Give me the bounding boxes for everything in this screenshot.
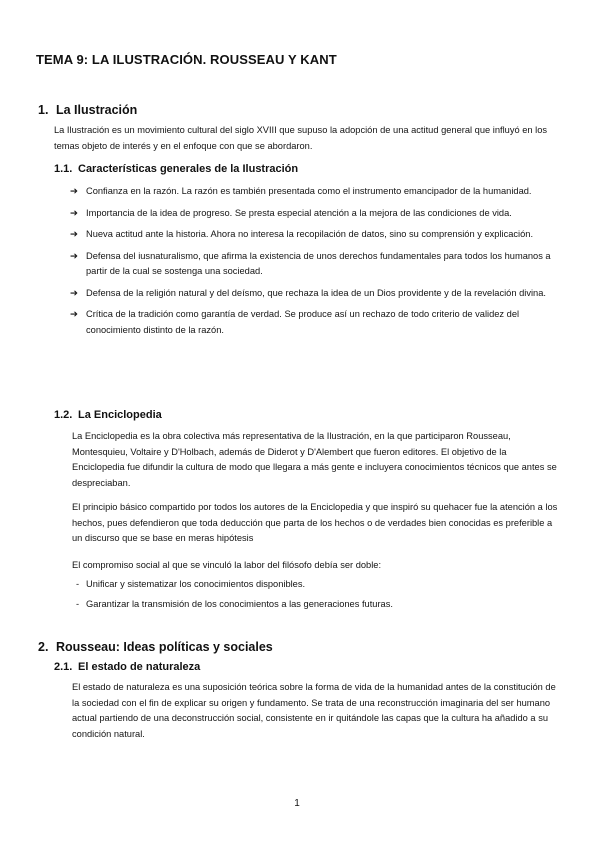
encyclopedia-paragraph-3: El compromiso social al que se vinculó la labor del filósofo debía ser doble: [72,560,382,570]
encyclopedia-paragraph-1: La Enciclopedia es la obra colectiva más representativa de la Ilustración, en la que participaron Rousseau, Montesquieu, Voltaire y D'Holbach, además de Diderot y D'Alembert que fueron editores. El objetivo de la Enciclopedia fue difundir la cultura de modo que llegara a más gente e incluyera conocimientos técnicos que antes se despreciaban. [72,431,557,488]
list-item-text: Defensa del iusnaturalismo, que afirma la existencia de unos derechos fundamentales para todos los humanos a partir de la cual se sostenga una sociedad. [86,250,551,276]
list-item [76,594,556,614]
section-1-number: 1. [38,103,49,117]
subsection-1-2-number: 1.2. [54,409,73,421]
list-item-text: Garantizar la transmisión de los conocimientos a las generaciones futuras. [86,599,393,609]
duties-list [76,574,556,614]
subsection-1-1-number: 1.1. [54,163,73,175]
list-item-text: Unificar y sistematizar los conocimientos disponibles. [86,579,306,589]
arrow-right-icon: ➔ [70,287,78,299]
subsection-1-2-title: La Enciclopedia [78,409,162,421]
arrow-right-icon: ➔ [70,207,78,219]
list-item [70,286,560,302]
section-1-intro: La Ilustración es un movimiento cultural del siglo XVIII que supuso la adopción de una actitud general que influyó en los temas objeto de interés y en el enfoque con que se abordaron. [54,125,548,151]
list-item-text: Defensa de la religión natural y del deísmo, que rechaza la idea de un Dios providente y de la revelación divina. [86,287,546,298]
state-of-nature-paragraph: El estado de naturaleza es una suposición teórica sobre la forma de vida de la humanidad antes de la constitución de la sociedad con el fin de explicar su origen y fundamento. Se trata de una reconstrucción imaginaria del ser humano actual partiendo de una deconstrucción social, consistente en ir quitándole las capas que la cultura ha añadido a su condición natural. [72,682,556,739]
section-2-title: Rousseau: Ideas políticas y sociales [56,640,273,654]
dash-marker: - [76,579,80,589]
list-item-text: Importancia de la idea de progreso. Se presta especial atención a la mejora de las condiciones de vida. [86,207,512,218]
subsection-2-1-number: 2.1. [54,661,73,673]
section-2-heading [38,640,273,654]
arrow-right-icon: ➔ [70,309,78,320]
arrow-right-icon: ➔ [70,229,78,240]
arrow-right-icon: ➔ [70,186,78,197]
characteristics-list [70,184,560,344]
list-item [70,184,560,200]
encyclopedia-paragraph-2: El principio básico compartido por todos los autores de la Enciclopedia y que inspiró su quehacer fue la atención a los hechos, pues defendieron que toda deducción que parta de los hechos o de verdades bien conocidas es preferible a un discurso que se base en meras hipótesis [72,502,558,543]
page-number: 1 [294,798,300,809]
section-2-number: 2. [38,640,49,654]
subsection-1-2-heading [54,409,162,421]
list-item [70,206,560,222]
list-item [76,574,556,594]
arrow-right-icon: ➔ [70,250,78,262]
list-item [70,249,560,280]
list-item [70,227,560,243]
dash-marker: - [76,599,80,609]
section-1-title: La Ilustración [56,103,138,117]
list-item-text: Crítica de la tradición como garantía de verdad. Se produce así un rechazo de todo criterio de validez del conocimiento distinto de la razón. [86,309,520,335]
section-1-heading [38,103,137,117]
list-item [70,307,560,338]
subsection-1-1-heading [54,163,298,175]
subsection-2-1-title: El estado de naturaleza [78,661,201,673]
subsection-2-1-heading [54,661,200,673]
subsection-1-1-title: Características generales de la Ilustración [78,163,299,175]
list-item-text: Nueva actitud ante la historia. Ahora no interesa la recopilación de datos, sino su comprensión y explicación. [86,229,534,239]
list-item-text: Confianza en la razón. La razón es también presentada como el instrumento emancipador de la humanidad. [86,186,532,196]
document-title: TEMA 9: LA ILUSTRACIÓN. ROUSSEAU Y KANT [36,52,337,67]
